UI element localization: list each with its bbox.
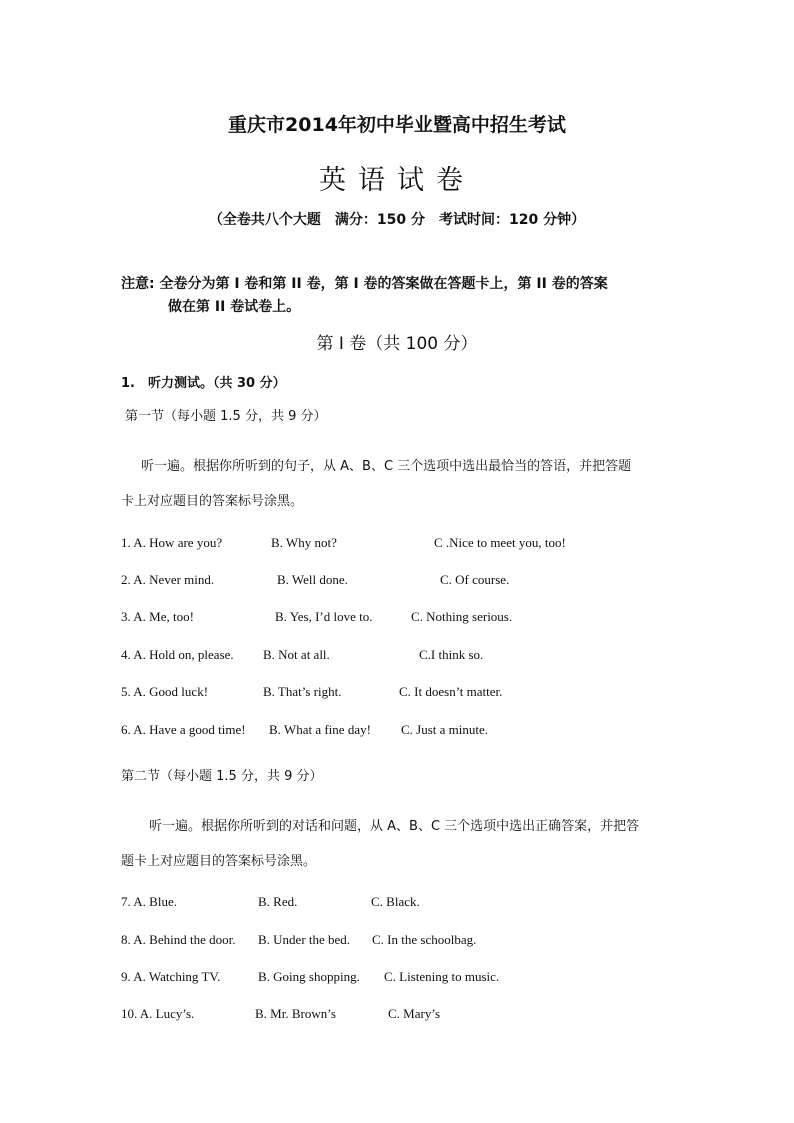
- part-1-title: 第 I 卷（共 100 分）: [316, 334, 478, 354]
- question-1-option-a: 1. A. How are you?: [121, 535, 223, 550]
- notice-line-2: 做在第 II 卷试卷上。: [168, 299, 301, 315]
- sub-section-1-instruction-2: 卡上对应题目的答案标号涂黑。: [121, 494, 304, 509]
- question-3-option-a: 3. A. Me, too!: [121, 609, 194, 624]
- sub-section-1-title: 第一节（每小题 1.5 分，共 9 分）: [125, 409, 327, 424]
- question-3-option-b: B. Yes, I’d love to.: [275, 609, 373, 624]
- sub-section-2-instruction-2: 题卡上对应题目的答案标号涂黑。: [121, 854, 317, 869]
- sub-section-1-instruction-1: 听一遍。根据你所听到的句子，从 A、B、C 三个选项中选出最恰当的答语，并把答题: [141, 459, 632, 474]
- question-4-option-c: C.I think so.: [419, 647, 484, 662]
- question-6-option-c: C. Just a minute.: [401, 722, 489, 737]
- question-10-option-a: 10. A. Lucy’s.: [121, 1006, 195, 1021]
- question-4-option-a: 4. A. Hold on, please.: [121, 647, 234, 662]
- exam-info: （全卷共八个大题 满分：150 分 考试时间：120 分钟）: [208, 212, 586, 228]
- question-3-option-c: C. Nothing serious.: [411, 609, 513, 624]
- exam-subtitle: 英语试卷: [319, 165, 475, 196]
- question-2-option-c: C. Of course.: [440, 572, 510, 587]
- question-6-option-a: 6. A. Have a good time!: [121, 722, 246, 737]
- question-7-option-c: C. Black.: [371, 894, 420, 909]
- question-9-option-c: C. Listening to music.: [384, 969, 500, 984]
- sub-section-2-instruction-1: 听一遍。根据你所听到的对话和问题，从 A、B、C 三个选项中选出正确答案，并把答: [149, 819, 640, 834]
- question-5-option-a: 5. A. Good luck!: [121, 684, 209, 699]
- question-7-option-a: 7. A. Blue.: [121, 894, 177, 909]
- sub-section-2-title: 第二节（每小题 1.5 分，共 9 分）: [121, 769, 323, 784]
- question-5-option-b: B. That’s right.: [263, 684, 342, 699]
- question-2-option-a: 2. A. Never mind.: [121, 572, 215, 587]
- question-10-option-b: B. Mr. Brown’s: [255, 1006, 336, 1021]
- question-1-option-b: B. Why not?: [271, 535, 337, 550]
- question-7-option-b: B. Red.: [258, 894, 298, 909]
- question-2-option-b: B. Well done.: [277, 572, 348, 587]
- question-5-option-c: C. It doesn’t matter.: [399, 684, 503, 699]
- question-6-option-b: B. What a fine day!: [269, 722, 371, 737]
- notice-line-1: 注意: 全卷分为第 I 卷和第 II 卷，第 I 卷的答案做在答题卡上，第 II 卷的答案: [121, 276, 608, 292]
- question-10-option-c: C. Mary’s: [388, 1006, 440, 1021]
- exam-title: 重庆市2014年初中毕业暨高中招生考试: [228, 114, 566, 136]
- section-1-heading: 1. 听力测试。（共 30 分）: [121, 376, 286, 391]
- question-9-option-a: 9. A. Watching TV.: [121, 969, 221, 984]
- question-8-option-b: B. Under the bed.: [258, 932, 351, 947]
- question-8-option-a: 8. A. Behind the door.: [121, 932, 236, 947]
- question-4-option-b: B. Not at all.: [263, 647, 330, 662]
- question-9-option-b: B. Going shopping.: [258, 969, 360, 984]
- question-8-option-c: C. In the schoolbag.: [372, 932, 477, 947]
- question-1-option-c: C .Nice to meet you, too!: [434, 535, 566, 550]
